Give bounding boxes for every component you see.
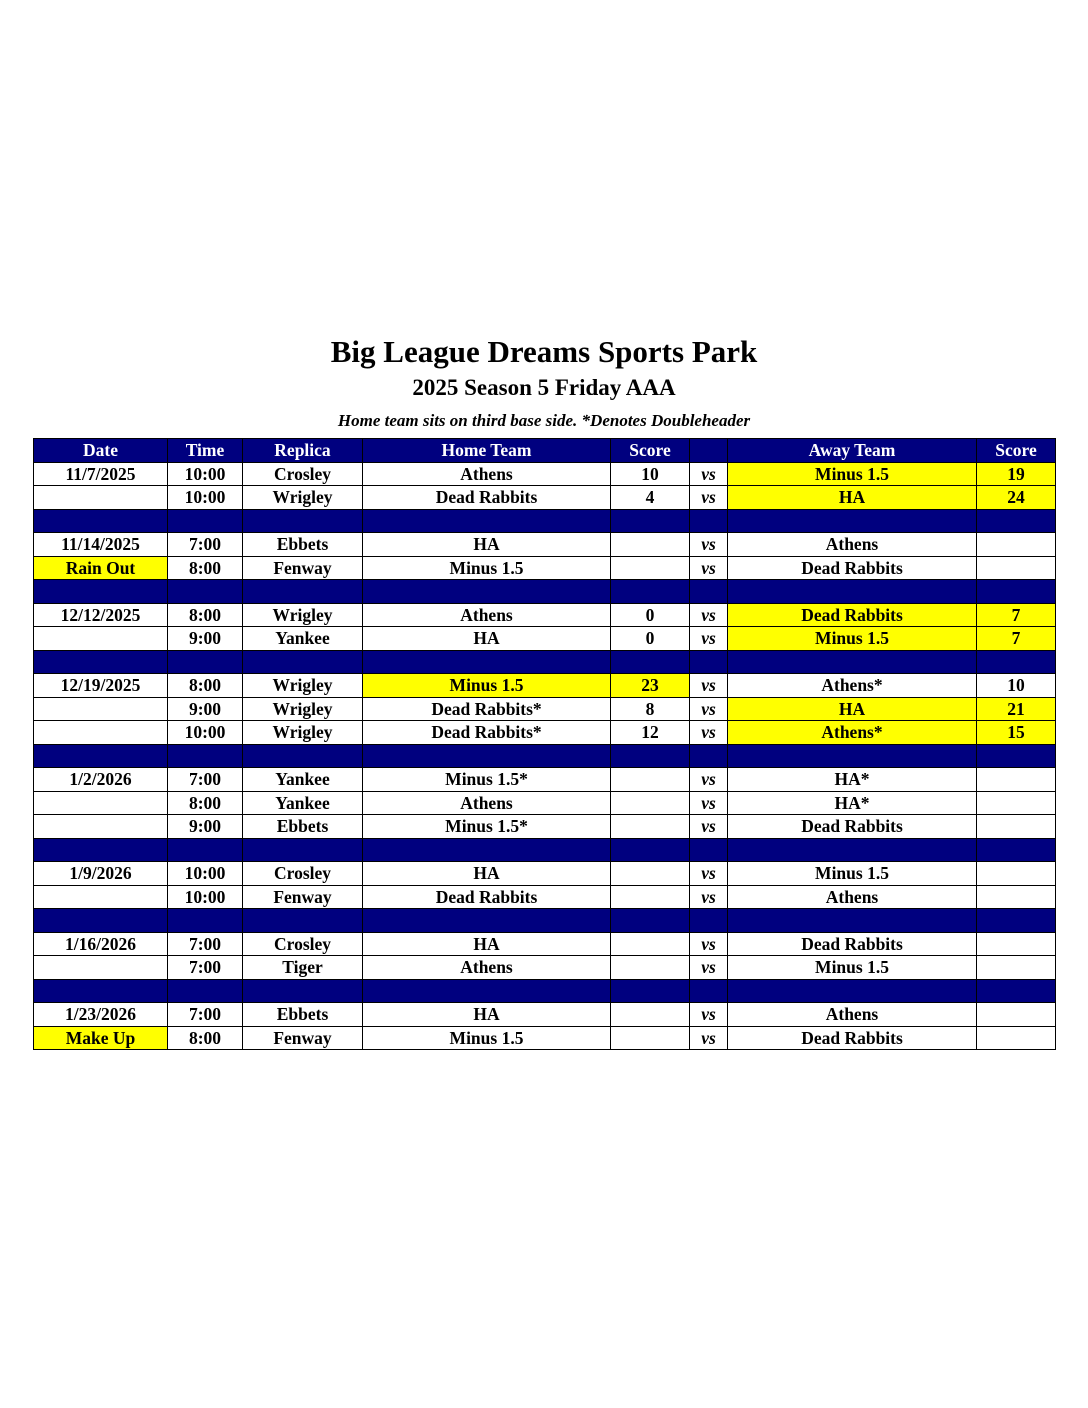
away-team-cell: Athens [728,1003,977,1027]
separator-cell [690,979,728,1003]
home-team-cell: Minus 1.5* [363,768,611,792]
replica-cell: Fenway [243,1026,363,1050]
vs-label: vs [690,1026,728,1050]
date-cell [34,815,168,839]
home-team-cell: HA [363,627,611,651]
table-row [34,674,1056,698]
replica-cell: Fenway [243,556,363,580]
vs-label: vs [690,768,728,792]
date-cell: 12/12/2025 [34,603,168,627]
away-team-cell: Athens* [728,721,977,745]
home-score-cell [611,768,690,792]
vs-label: vs [690,462,728,486]
date-cell: 11/14/2025 [34,533,168,557]
replica-cell: Wrigley [243,486,363,510]
separator-cell [34,979,168,1003]
separator-cell [243,909,363,933]
replica-cell: Yankee [243,627,363,651]
separator-cell [34,838,168,862]
away-team-cell: Athens [728,885,977,909]
separator-cell [690,909,728,933]
home-team-cell: Minus 1.5 [363,556,611,580]
separator-cell [34,744,168,768]
table-row [34,556,1056,580]
away-team-cell: HA* [728,791,977,815]
separator-cell [34,580,168,604]
separator-cell [363,580,611,604]
away-score-cell [977,862,1056,886]
separator-row [34,909,1056,933]
home-score-cell [611,885,690,909]
separator-cell [611,909,690,933]
header-row [34,439,1056,463]
separator-row [34,580,1056,604]
away-team-cell: Dead Rabbits [728,556,977,580]
vs-label: vs [690,956,728,980]
separator-cell [977,744,1056,768]
home-score-cell: 10 [611,462,690,486]
replica-cell: Ebbets [243,815,363,839]
table-row [34,697,1056,721]
separator-cell [34,509,168,533]
replica-cell: Crosley [243,932,363,956]
away-score-cell: 21 [977,697,1056,721]
date-cell [34,721,168,745]
home-score-cell: 8 [611,697,690,721]
separator-cell [168,509,243,533]
home-score-cell: 4 [611,486,690,510]
vs-label: vs [690,862,728,886]
away-team-cell: Dead Rabbits [728,603,977,627]
time-cell: 8:00 [168,1026,243,1050]
table-row [34,956,1056,980]
vs-label: vs [690,674,728,698]
schedule-table [33,438,1056,1050]
separator-cell [363,650,611,674]
home-team-cell: Dead Rabbits [363,486,611,510]
separator-cell [168,580,243,604]
away-score-cell [977,791,1056,815]
table-row [34,815,1056,839]
date-cell [34,791,168,815]
away-team-cell: Dead Rabbits [728,1026,977,1050]
vs-label: vs [690,1003,728,1027]
vs-label: vs [690,533,728,557]
separator-cell [243,979,363,1003]
vs-label: vs [690,721,728,745]
separator-cell [363,509,611,533]
home-team-cell: Athens [363,603,611,627]
vs-label: vs [690,697,728,721]
separator-cell [611,650,690,674]
column-header-home-team: Home Team [363,439,611,463]
separator-cell [728,979,977,1003]
schedule-body [34,462,1056,1050]
replica-cell: Yankee [243,791,363,815]
table-row [34,885,1056,909]
replica-cell: Fenway [243,885,363,909]
date-cell [34,697,168,721]
away-team-cell: Dead Rabbits [728,932,977,956]
away-team-cell: Dead Rabbits [728,815,977,839]
home-team-cell: HA [363,533,611,557]
replica-cell: Wrigley [243,697,363,721]
separator-cell [728,650,977,674]
separator-cell [690,744,728,768]
home-team-cell: Minus 1.5 [363,674,611,698]
separator-row [34,979,1056,1003]
time-cell: 9:00 [168,815,243,839]
date-cell: 1/16/2026 [34,932,168,956]
vs-label: vs [690,603,728,627]
separator-cell [611,580,690,604]
time-cell: 7:00 [168,932,243,956]
separator-row [34,509,1056,533]
separator-cell [728,580,977,604]
column-header-away-team: Away Team [728,439,977,463]
separator-cell [690,580,728,604]
separator-cell [168,650,243,674]
date-cell: Make Up [34,1026,168,1050]
season-subtitle: 2025 Season 5 Friday AAA [412,375,676,400]
separator-cell [243,509,363,533]
home-score-cell [611,815,690,839]
home-score-cell [611,791,690,815]
separator-cell [690,838,728,862]
separator-row [34,744,1056,768]
away-score-cell [977,768,1056,792]
replica-cell: Ebbets [243,533,363,557]
separator-cell [168,744,243,768]
time-cell: 10:00 [168,885,243,909]
time-cell: 9:00 [168,627,243,651]
separator-cell [977,838,1056,862]
away-score-cell: 7 [977,603,1056,627]
away-score-cell: 19 [977,462,1056,486]
time-cell: 7:00 [168,956,243,980]
home-score-cell: 23 [611,674,690,698]
column-header-time: Time [168,439,243,463]
separator-cell [363,838,611,862]
column-header-replica: Replica [243,439,363,463]
table-row [34,462,1056,486]
separator-cell [363,979,611,1003]
separator-cell [977,909,1056,933]
separator-cell [690,650,728,674]
home-score-cell [611,1026,690,1050]
table-row [34,862,1056,886]
home-score-cell [611,956,690,980]
away-score-cell [977,932,1056,956]
time-cell: 7:00 [168,768,243,792]
time-cell: 8:00 [168,674,243,698]
vs-label: vs [690,932,728,956]
replica-cell: Yankee [243,768,363,792]
away-team-cell: HA [728,697,977,721]
away-team-cell: Minus 1.5 [728,956,977,980]
away-team-cell: Athens [728,533,977,557]
home-score-cell [611,932,690,956]
vs-label: vs [690,815,728,839]
separator-row [34,650,1056,674]
home-score-cell [611,1003,690,1027]
table-row [34,721,1056,745]
home-team-cell: Dead Rabbits* [363,721,611,745]
away-team-cell: HA* [728,768,977,792]
table-row [34,791,1056,815]
separator-cell [690,509,728,533]
column-header-date: Date [34,439,168,463]
vs-label: vs [690,486,728,510]
replica-cell: Wrigley [243,603,363,627]
replica-cell: Tiger [243,956,363,980]
column-header-vs [690,439,728,463]
separator-cell [363,744,611,768]
column-header-away-score: Score [977,439,1056,463]
vs-label: vs [690,556,728,580]
time-cell: 7:00 [168,1003,243,1027]
date-cell [34,627,168,651]
home-team-cell: Minus 1.5 [363,1026,611,1050]
away-team-cell: Athens* [728,674,977,698]
separator-cell [977,509,1056,533]
time-cell: 8:00 [168,603,243,627]
separator-cell [243,838,363,862]
separator-cell [363,909,611,933]
date-cell: 11/7/2025 [34,462,168,486]
away-score-cell [977,1026,1056,1050]
separator-cell [611,744,690,768]
vs-label: vs [690,885,728,909]
separator-cell [168,979,243,1003]
separator-cell [728,744,977,768]
home-team-cell: HA [363,862,611,886]
time-cell: 9:00 [168,697,243,721]
home-team-cell: Dead Rabbits* [363,697,611,721]
time-cell: 8:00 [168,791,243,815]
time-cell: 7:00 [168,533,243,557]
away-score-cell: 15 [977,721,1056,745]
away-score-cell: 24 [977,486,1056,510]
table-row [34,768,1056,792]
table-row [34,932,1056,956]
separator-cell [977,650,1056,674]
home-team-cell: HA [363,932,611,956]
time-cell: 10:00 [168,862,243,886]
home-team-cell: Athens [363,956,611,980]
table-row [34,603,1056,627]
away-team-cell: Minus 1.5 [728,627,977,651]
home-team-cell: Athens [363,791,611,815]
home-score-cell: 0 [611,603,690,627]
column-header-home-score: Score [611,439,690,463]
separator-cell [611,838,690,862]
table-row [34,533,1056,557]
home-score-cell [611,556,690,580]
separator-cell [977,979,1056,1003]
date-cell [34,486,168,510]
date-cell [34,885,168,909]
home-team-cell: Athens [363,462,611,486]
separator-cell [243,650,363,674]
separator-cell [243,744,363,768]
away-team-cell: HA [728,486,977,510]
away-score-cell: 7 [977,627,1056,651]
away-score-cell: 10 [977,674,1056,698]
home-score-cell: 12 [611,721,690,745]
separator-cell [168,838,243,862]
replica-cell: Ebbets [243,1003,363,1027]
away-score-cell [977,956,1056,980]
replica-cell: Wrigley [243,674,363,698]
separator-cell [243,580,363,604]
table-row [34,627,1056,651]
replica-cell: Crosley [243,862,363,886]
date-cell: Rain Out [34,556,168,580]
date-cell: 1/2/2026 [34,768,168,792]
date-cell: 1/9/2026 [34,862,168,886]
separator-cell [34,909,168,933]
home-score-cell [611,533,690,557]
separator-cell [611,509,690,533]
away-team-cell: Minus 1.5 [728,462,977,486]
time-cell: 10:00 [168,462,243,486]
home-team-cell: HA [363,1003,611,1027]
home-score-cell: 0 [611,627,690,651]
vs-label: vs [690,627,728,651]
date-cell [34,956,168,980]
time-cell: 10:00 [168,486,243,510]
away-team-cell: Minus 1.5 [728,862,977,886]
page-title: Big League Dreams Sports Park [330,334,758,369]
table-row [34,1026,1056,1050]
separator-cell [728,909,977,933]
table-row [34,1003,1056,1027]
date-cell: 1/23/2026 [34,1003,168,1027]
separator-cell [977,580,1056,604]
time-cell: 8:00 [168,556,243,580]
vs-label: vs [690,791,728,815]
home-team-cell: Dead Rabbits [363,885,611,909]
away-score-cell [977,533,1056,557]
away-score-cell [977,1003,1056,1027]
doubleheader-note: Home team sits on third base side. *Denotes Doubleheader [337,411,751,430]
separator-cell [168,909,243,933]
separator-cell [728,509,977,533]
separator-row [34,838,1056,862]
date-cell: 12/19/2025 [34,674,168,698]
replica-cell: Wrigley [243,721,363,745]
table-row [34,486,1056,510]
separator-cell [34,650,168,674]
replica-cell: Crosley [243,462,363,486]
away-score-cell [977,815,1056,839]
home-team-cell: Minus 1.5* [363,815,611,839]
home-score-cell [611,862,690,886]
separator-cell [728,838,977,862]
away-score-cell [977,885,1056,909]
time-cell: 10:00 [168,721,243,745]
away-score-cell [977,556,1056,580]
separator-cell [611,979,690,1003]
